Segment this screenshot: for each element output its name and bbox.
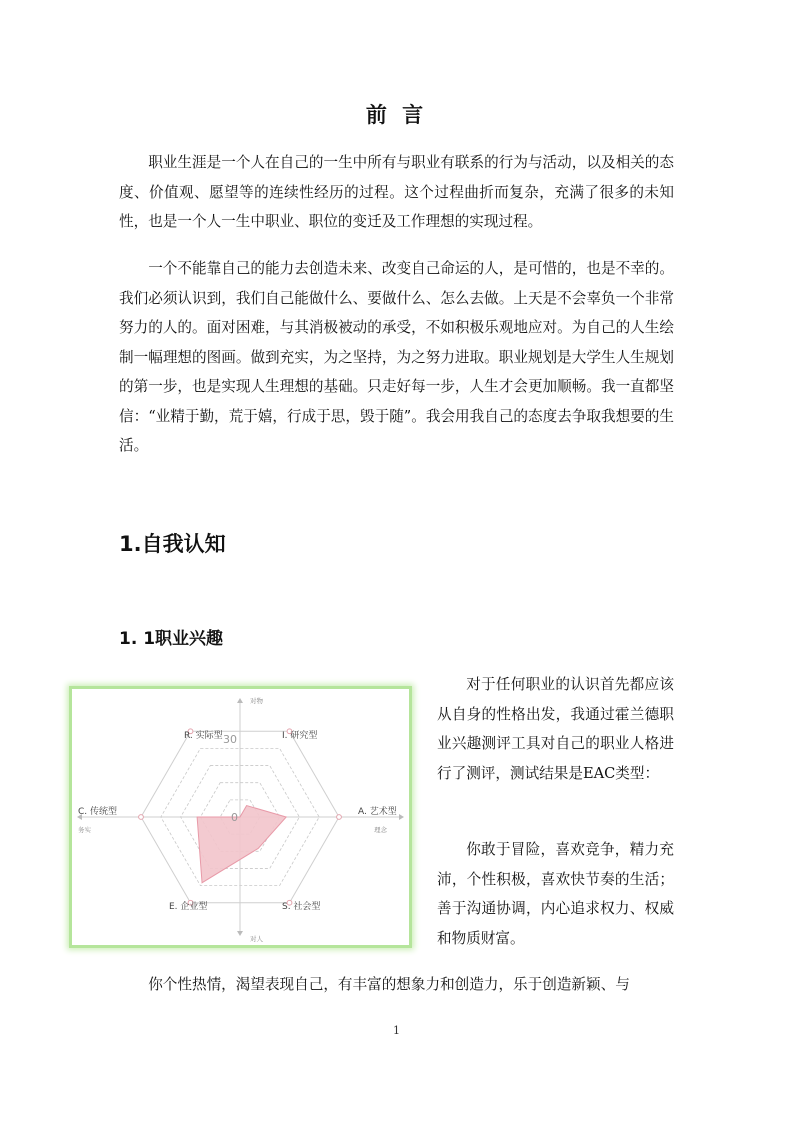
section-heading-self-awareness: 1.自我认知 [119,532,226,556]
radar-axis-label: A. 艺术型 [358,807,397,817]
radar-vertex-dot [337,815,342,820]
radar-direction-label: 务实 [78,826,91,834]
radar-direction-label: 理念 [374,826,387,834]
radar-axis-label: E. 企业型 [169,902,208,912]
radar-series-polygon [197,806,286,883]
holland-radar-chart [69,686,412,948]
radar-direction-label: 对人 [250,935,263,943]
radar-tick-label: 30 [223,732,237,746]
personality-paragraph: 你个性热情，渴望表现自己，有丰富的想象力和创造力，乐于创造新颖、与 [148,976,630,993]
eac-description-paragraph: 你敢于冒险，喜欢竞争，精力充沛，个性积极，喜欢快节奏的生活；善于沟通协调，内心追求权力、权威和物质财富。 [437,841,674,947]
radar-axis-labels [78,696,397,943]
interest-intro-paragraph: 对于任何职业的认识首先都应该从自身的性格出发，我通过霍兰德职业兴趣测评工具对自己的职业人格进行了测评，测试结果是EAC类型： [437,676,674,782]
radar-axis-label: C. 传统型 [78,807,118,817]
radar-svg [72,689,409,945]
radar-axis-label: I. 研究型 [282,731,318,741]
arrow-down-icon [237,931,243,936]
section-heading-career-interest: 1. 1职业兴趣 [119,629,224,649]
page-number: 1 [393,1024,400,1037]
preface-paragraph-1: 职业生涯是一个人在自己的一生中所有与职业有联系的行为与活动，以及相关的态度、价值观、愿望等的连续性经历的过程。这个过程曲折而复杂，充满了很多的未知性，也是一个人一生中职业、职位的变迁及工作理想的实现过程。 [119,154,674,230]
radar-axis-label: S. 社会型 [282,902,321,912]
radar-vertex-dot [139,815,144,820]
radar-direction-label: 对物 [250,697,263,705]
arrow-right-icon [399,814,404,820]
preface-paragraph-2: 一个不能靠自己的能力去创造未来、改变自己命运的人，是可惜的，也是不幸的。我们必须认识到，我们自己能做什么、要做什么、怎么去做。上天是不会辜负一个非常努力的人的。面对困难，与其消极被动的承受，不如积极乐观地应对。为自己的人生绘制一幅理想的图画。做到充实，为之坚持，为之努力进取。职业规划是大学生人生规划的第一步，也是实现人生理想的基础。只走好每一步，人生才会更加顺畅。我一直都坚信：“业精于勤，荒于嬉，行成于思，毁于随”。我会用我自己的态度去争取我想要的生活。 [119,260,674,454]
radar-axis-label: R. 实际型 [184,731,223,741]
radar-tick-label: 0 [231,811,238,824]
page-title: 前 言 [365,103,428,127]
arrow-up-icon [237,698,243,703]
